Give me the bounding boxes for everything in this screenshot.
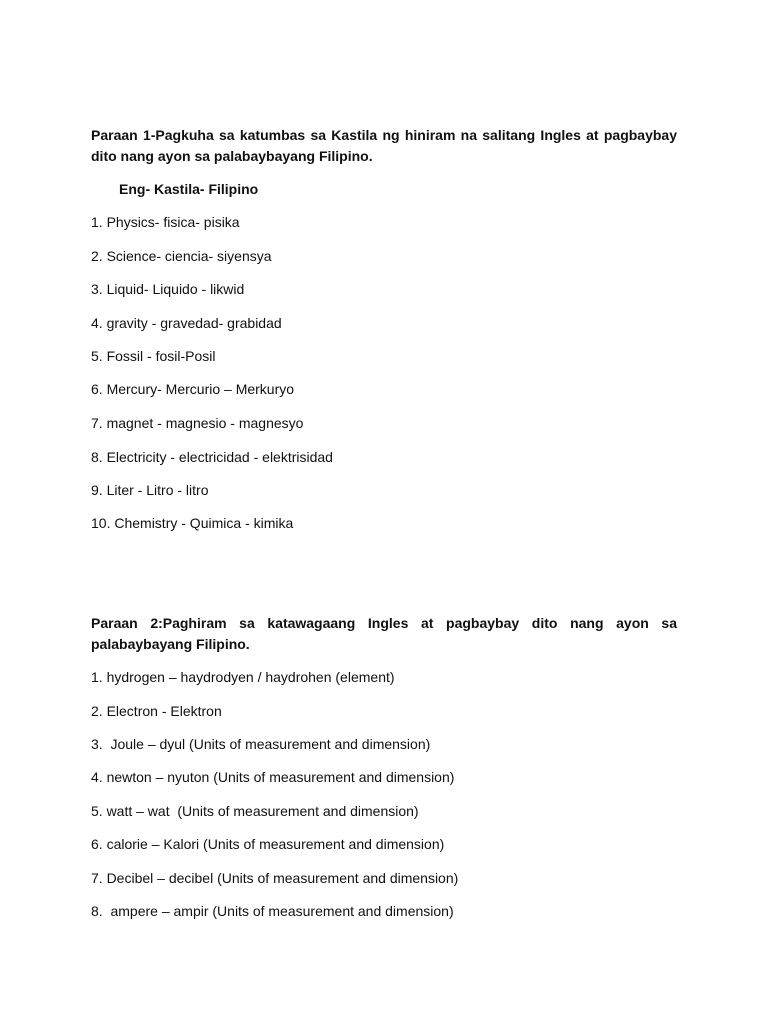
section2-list-item: 7. Decibel – decibel (Units of measurement and dimension) <box>91 870 459 886</box>
section1-list-item: 4. gravity - gravedad- grabidad <box>91 315 282 331</box>
section2-list-item: 5. watt – wat (Units of measurement and dimension) <box>91 803 419 819</box>
section1-heading: Paraan 1-Pagkuha sa katumbas sa Kastila ng hiniram na salitang Ingles at pagbaybay dito nang ayon sa palabaybayang Filipino. <box>91 127 677 164</box>
section1-list-item: 8. Electricity - electricidad - elektrisidad <box>91 449 333 465</box>
section2-list-item: 2. Electron - Elektron <box>91 703 222 719</box>
section1-subheading: Eng- Kastila- Filipino <box>119 181 259 197</box>
section1-list-item: 2. Science- ciencia- siyensya <box>91 248 272 264</box>
section2-heading: Paraan 2:Paghiram sa katawagaang Ingles at pagbaybay dito nang ayon sa palabaybayang Filipino. <box>91 615 677 652</box>
section2-list-item: 6. calorie – Kalori (Units of measurement and dimension) <box>91 836 445 852</box>
section1-list-item: 9. Liter - Litro - litro <box>91 482 209 498</box>
section1-list-item: 5. Fossil - fosil-Posil <box>91 348 216 364</box>
section1-list-item: 6. Mercury- Mercurio – Merkuryo <box>91 381 295 397</box>
section1-list-item: 7. magnet - magnesio - magnesyo <box>91 415 304 431</box>
section2-list-item: 4. newton – nyuton (Units of measurement and dimension) <box>91 769 455 785</box>
section2-list-item: 3. Joule – dyul (Units of measurement and dimension) <box>91 736 431 752</box>
section1-list-item: 1. Physics- fisica- pisika <box>91 214 240 230</box>
section1-list-item: 3. Liquid- Liquido - likwid <box>91 281 245 297</box>
section1-list-item: 10. Chemistry - Quimica - kimika <box>91 515 294 531</box>
section2-list-item: 1. hydrogen – haydrodyen / haydrohen (element) <box>91 669 395 685</box>
section2-list-item: 8. ampere – ampir (Units of measurement and dimension) <box>91 903 454 919</box>
